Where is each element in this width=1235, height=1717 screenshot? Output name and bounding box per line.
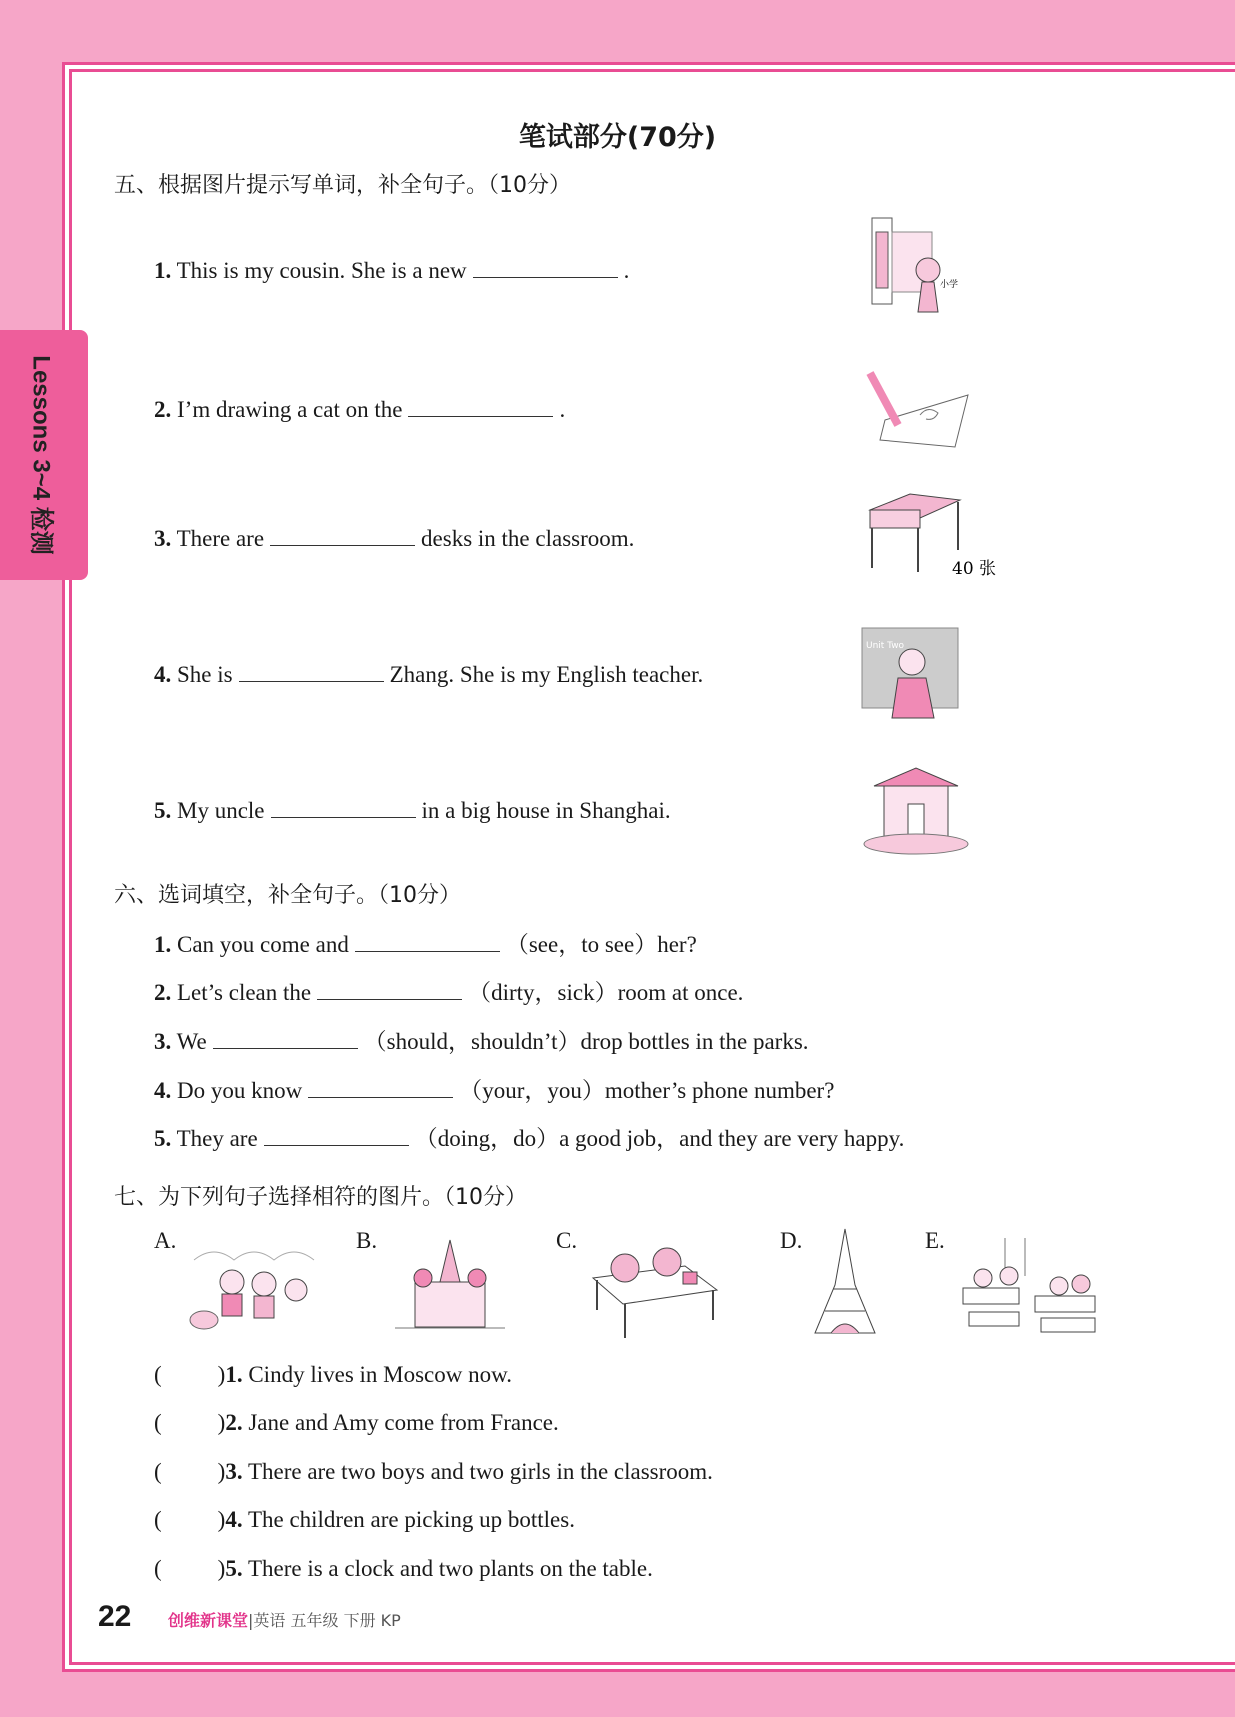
section6-heading: 六、选词填空，补全句子。（10分） bbox=[114, 883, 461, 908]
s6-question-4: 4. Do you know （your，you）mother’s phone number? bbox=[154, 1078, 835, 1103]
answer-blank[interactable] bbox=[308, 1079, 453, 1098]
option-e-label: E. bbox=[925, 1228, 945, 1253]
answer-blank[interactable] bbox=[270, 527, 415, 546]
answer-blank[interactable] bbox=[355, 933, 500, 952]
option-d-eiffel-tower-image bbox=[805, 1225, 885, 1340]
s5-question-1: 1. This is my cousin. She is a new . bbox=[154, 258, 630, 283]
answer-blank[interactable] bbox=[271, 799, 416, 818]
desk-image bbox=[860, 490, 1000, 580]
footer-book-info: |英语 五年级 下册 KP bbox=[248, 1611, 401, 1630]
footer-brand: 创维新课堂 bbox=[168, 1611, 249, 1630]
option-b-label: B. bbox=[356, 1228, 378, 1253]
option-e-classroom-image bbox=[955, 1236, 1105, 1336]
paper-pencil-image bbox=[860, 365, 980, 455]
board-text: Unit Two bbox=[866, 641, 905, 651]
page-number: 22 bbox=[98, 1600, 132, 1633]
s7-question-3: ( )3. There are two boys and two girls in the classroom. bbox=[154, 1459, 713, 1484]
desk-caption: 40 张 bbox=[952, 559, 997, 579]
page-title: 笔试部分(70分) bbox=[518, 122, 717, 153]
s6-question-2: 2. Let’s clean the （dirty，sick）room at once. bbox=[154, 980, 744, 1005]
school-sign: 小学 bbox=[940, 280, 959, 290]
option-d-label: D. bbox=[780, 1228, 803, 1253]
footer-info bbox=[168, 1608, 401, 1631]
s5-question-3: 3. There are desks in the classroom. bbox=[154, 526, 635, 551]
s7-question-2: ( )2. Jane and Amy come from France. bbox=[154, 1410, 559, 1435]
section7-heading: 七、为下列句子选择相符的图片。（10分） bbox=[114, 1185, 527, 1210]
answer-blank[interactable] bbox=[213, 1030, 358, 1049]
answer-blank[interactable] bbox=[239, 663, 384, 682]
answer-blank[interactable] bbox=[473, 259, 618, 278]
school-girl-image bbox=[860, 212, 980, 322]
s5-question-2: 2. I’m drawing a cat on the . bbox=[154, 397, 566, 422]
s6-question-1: 1. Can you come and （see，to see）her? bbox=[154, 932, 697, 957]
option-c-label: C. bbox=[556, 1228, 578, 1253]
option-b-moscow-image bbox=[385, 1232, 515, 1337]
s7-question-1: ( )1. Cindy lives in Moscow now. bbox=[154, 1362, 512, 1387]
s6-question-5: 5. They are （doing，do）a good job，and they are very happy. bbox=[154, 1126, 905, 1151]
answer-blank[interactable] bbox=[408, 398, 553, 417]
s5-question-5: 5. My uncle in a big house in Shanghai. bbox=[154, 798, 671, 823]
side-tab bbox=[0, 330, 88, 580]
side-tab-label: Lessons 3~4 检测 bbox=[27, 355, 55, 555]
option-a-label: A. bbox=[154, 1228, 177, 1253]
house-image bbox=[860, 764, 975, 859]
s6-question-3: 3. We （should，shouldn’t）drop bottles in the parks. bbox=[154, 1029, 809, 1054]
option-c-table-image bbox=[585, 1238, 725, 1338]
s7-question-4: ( )4. The children are picking up bottles. bbox=[154, 1507, 575, 1532]
option-a-children-picking-image bbox=[184, 1240, 334, 1335]
section5-heading: 五、根据图片提示写单词，补全句子。（10分） bbox=[114, 173, 571, 198]
answer-blank[interactable] bbox=[317, 981, 462, 1000]
s7-question-5: ( )5. There is a clock and two plants on the table. bbox=[154, 1556, 653, 1581]
s5-question-4: 4. She is Zhang. She is my English teacher. bbox=[154, 662, 704, 687]
answer-blank[interactable] bbox=[264, 1127, 409, 1146]
teacher-image bbox=[860, 626, 960, 721]
